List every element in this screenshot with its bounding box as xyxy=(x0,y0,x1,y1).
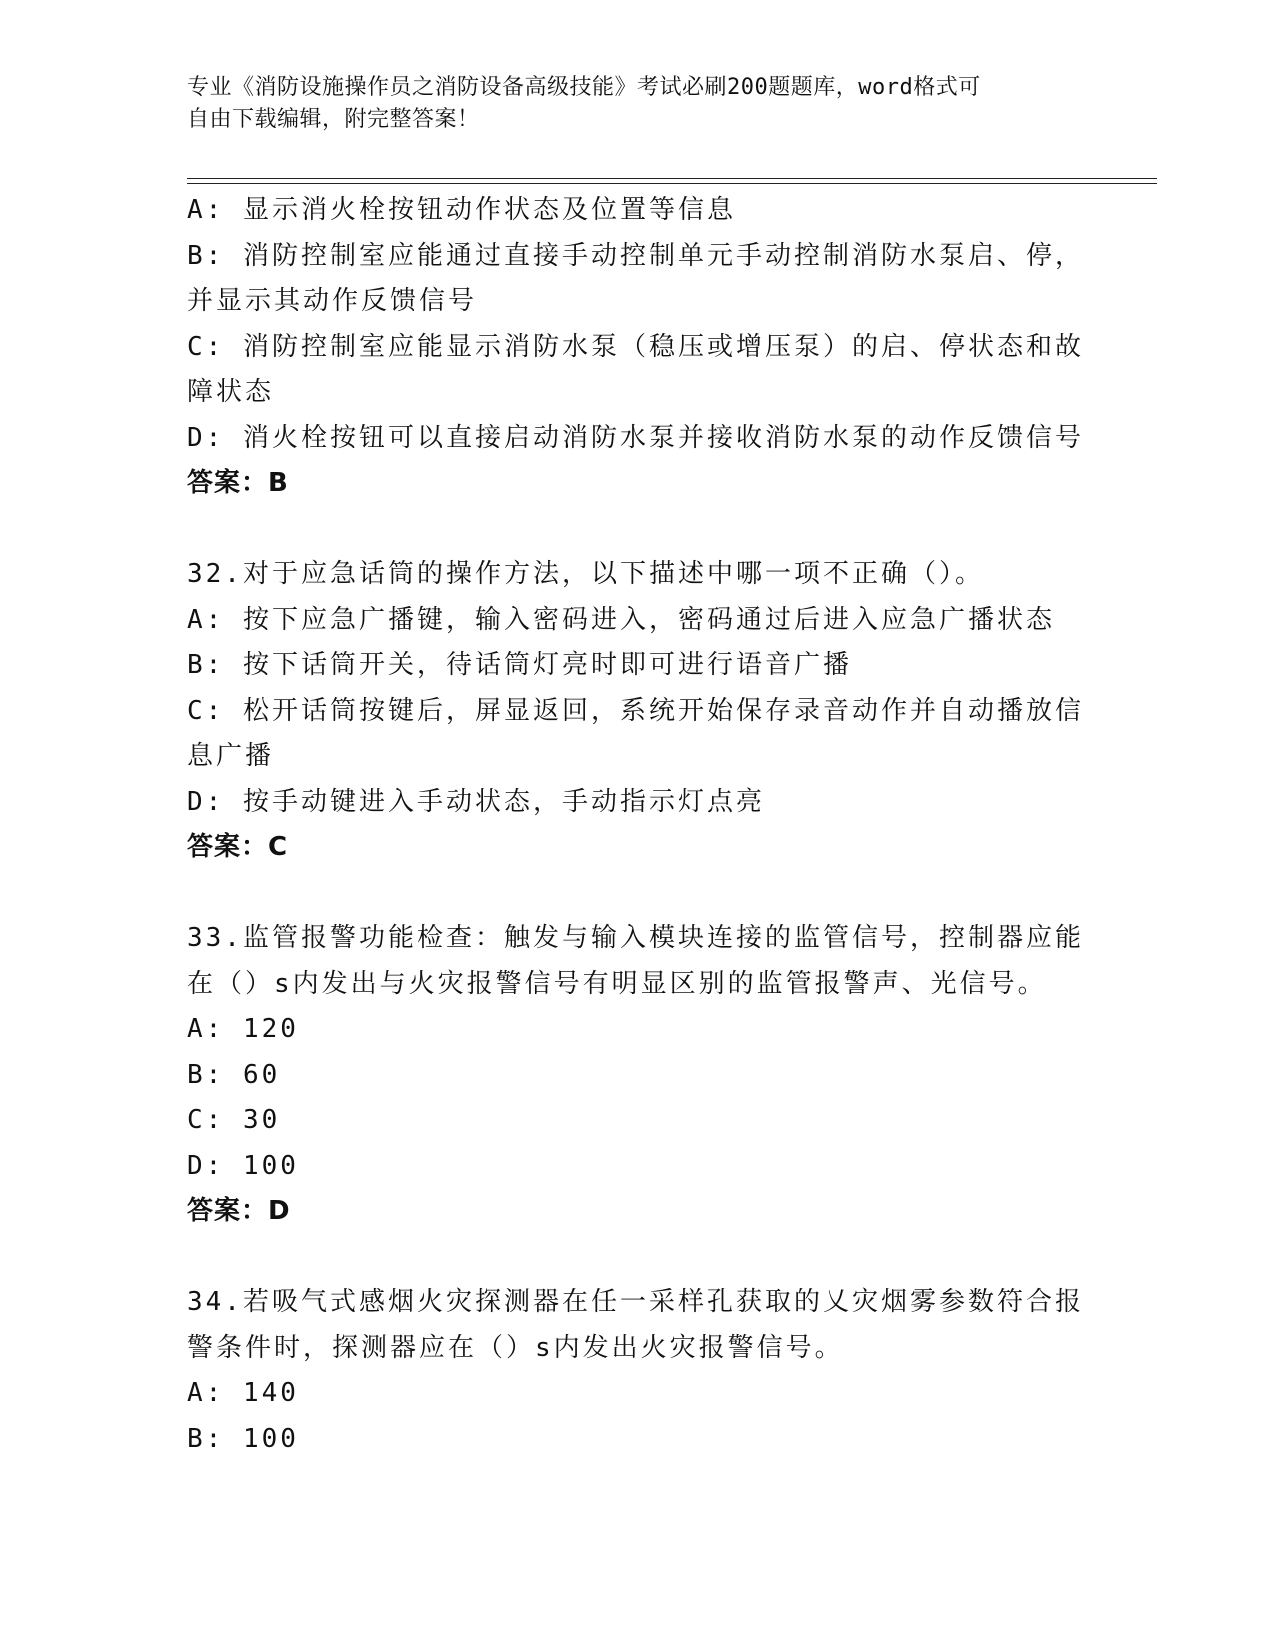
q31-option-b-line-1: B: 消防控制室应能通过直接手动控制单元手动控制消防水泵启、停， xyxy=(187,240,1084,271)
spacer xyxy=(187,871,1087,917)
q33-answer: 答案：D xyxy=(187,1196,291,1226)
q32-option-c-line-1: C: 松开话筒按键后，屏显返回，系统开始保存录音动作并自动播放信 xyxy=(187,695,1084,726)
q34-question-line-1: 34.若吸气式感烟火灾探测器在任一采样孔获取的乂灾烟雾参数符合报 xyxy=(187,1287,1084,1317)
q31-option-b-line-2: 并显示其动作反馈信号 xyxy=(187,286,478,316)
q32-option-b: B: 按下话筒开关，待话筒灯亮时即可进行语音广播 xyxy=(187,650,852,680)
question-32-block xyxy=(187,552,1087,871)
spacer xyxy=(187,1235,1087,1281)
q31-option-c-line-2: 障状态 xyxy=(187,377,275,407)
q32-option-a: A: 按下应急广播键，输入密码进入，密码通过后进入应急广播状态 xyxy=(187,604,1055,635)
q34-option-a: A: 140 xyxy=(187,1378,299,1408)
header-line-2: 自由下载编辑，附完整答案！ xyxy=(187,107,480,132)
question-content xyxy=(187,188,1087,1462)
q34-option-b: B: 100 xyxy=(187,1423,299,1454)
q32-option-c-line-2: 息广播 xyxy=(187,741,275,771)
q33-option-a: A: 120 xyxy=(187,1014,299,1044)
q34-question-line-2: 警条件时，探测器应在（）s内发出火灾报警信号。 xyxy=(187,1332,844,1363)
q32-answer: 答案：C xyxy=(187,832,289,862)
header-line-1: 专业《消防设施操作员之消防设备高级技能》考试必刷200题题库，word格式可 xyxy=(187,75,981,100)
question-34-block xyxy=(187,1280,1087,1462)
q33-option-d: D: 100 xyxy=(187,1150,299,1181)
q32-option-d: D: 按手动键进入手动状态，手动指示灯点亮 xyxy=(187,786,765,817)
q31-option-c-line-1: C: 消防控制室应能显示消防水泵（稳压或增压泵）的启、停状态和故 xyxy=(187,331,1084,362)
question-33-block xyxy=(187,916,1087,1235)
q33-option-c: C: 30 xyxy=(187,1105,281,1135)
spacer xyxy=(187,507,1087,553)
q33-question-line-2: 在（）s内发出与火灾报警信号有明显区别的监管报警声、光信号。 xyxy=(187,968,1047,999)
q33-question-line-1: 33.监管报警功能检查：触发与输入模块连接的监管信号，控制器应能 xyxy=(187,923,1084,953)
header-divider-top xyxy=(187,178,1157,179)
q33-option-b: B: 60 xyxy=(187,1059,281,1090)
question-31-block xyxy=(187,188,1087,507)
document-header xyxy=(187,72,1087,136)
q32-question: 32.对于应急话筒的操作方法，以下描述中哪一项不正确（）。 xyxy=(187,559,984,589)
q31-option-d: D: 消火栓按钮可以直接启动消防水泵并接收消防水泵的动作反馈信号 xyxy=(187,422,1084,453)
q31-option-a: A: 显示消火栓按钮动作状态及位置等信息 xyxy=(187,195,736,225)
header-divider-bottom xyxy=(187,183,1157,184)
q31-answer: 答案：B xyxy=(187,468,289,498)
